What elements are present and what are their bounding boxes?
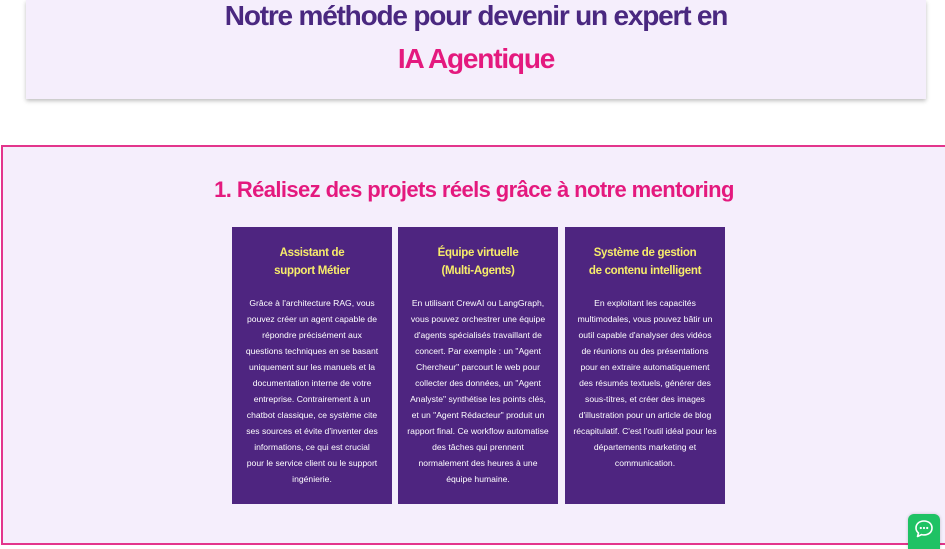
section-title: 1. Réalisez des projets réels grâce à notre mentoring xyxy=(214,177,734,202)
card-title: Système de gestion de contenu intelligent xyxy=(588,247,702,277)
chat-bubble-icon xyxy=(914,519,934,544)
card-title: Équipe virtuelle (Multi-Agents) xyxy=(437,247,519,277)
hero-title: Notre méthode pour devenir un expert en xyxy=(224,0,728,31)
card-description: Grâce à l'architecture RAG, vous pouvez créer un agent capable de répondre précisément aux questions techniques en se basant uniquement sur les manuels et la documentation interne de votre entreprise. Contrairement à un chatbot classique, ce système cite ses sources et évite d'inventer des informations, ce qui est crucial pour le service client ou le support ingénierie. xyxy=(245,298,379,484)
project-card-support-assistant xyxy=(232,227,392,504)
mentoring-section xyxy=(1,145,945,545)
card-description: En utilisant CrewAI ou LangGraph, vous pouvez orchestrer une équipe d'agents spécialisés travaillant de concert. Par exemple : un "Agent Chercheur" parcourt le web pour collecter des données, un "Agent Analyste" synthétise les points clés, et un "Agent Rédacteur" produit un rapport final. Ce workflow automatise des tâches qui prennent normalement des heures à une équipe humaine. xyxy=(407,298,549,484)
project-card-multi-agents xyxy=(398,227,558,504)
project-card-content-management xyxy=(565,227,725,504)
card-description: En exploitant les capacités multimodales, vous pouvez bâtir un outil capable d'analyser des vidéos de réunions ou des présentations pour en extraire automatiquement des résumés textuels, générer des sous-titres, et créer des images d'illustration pour un article de blog récapitulatif. C'est l'outil idéal pour les départements marketing et communication. xyxy=(573,298,717,468)
hero-title-highlight: IA Agentique xyxy=(397,43,555,74)
chat-widget-button[interactable] xyxy=(908,514,940,549)
hero-card xyxy=(26,0,926,99)
card-title: Assistant de support Métier xyxy=(274,247,350,277)
